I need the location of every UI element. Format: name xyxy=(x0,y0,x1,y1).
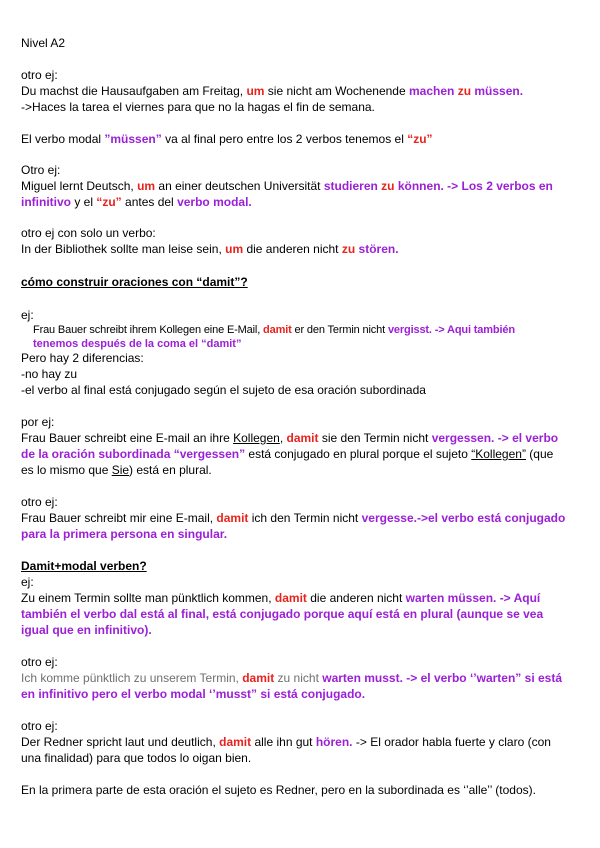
example-label: Otro ej: xyxy=(21,163,61,177)
explanation-line: es lo mismo que Sie) está en plural. xyxy=(21,463,212,477)
example-label: otro ej: xyxy=(21,68,58,82)
section-heading: Damit+modal verben? xyxy=(21,559,147,573)
explanation-line: de la oración subordinada “vergessen” está conjugado en plural porque el sujeto “Kollegen” (que xyxy=(21,447,554,461)
example-label: ej: xyxy=(21,575,34,589)
translation-line: ->Haces la tarea el viernes para que no la hagas el fin de semana. xyxy=(21,100,375,114)
example-label: otro ej: xyxy=(21,655,58,669)
explanation-line: infinitivo y el “zu” antes del verbo modal. xyxy=(21,195,252,209)
level-label: Nivel A2 xyxy=(21,36,66,50)
translation-line: una finalidad) para que todos lo oigan bien. xyxy=(21,751,252,765)
example-sentence: Miguel lernt Deutsch, um an einer deutschen Universität studieren zu können. -> Los 2 verbos en xyxy=(21,179,553,193)
example-sentence: Der Redner spricht laut und deutlich, damit alle ihn gut hören. -> El orador habla fuerte y claro (con xyxy=(21,735,551,749)
text-line: -no hay zu xyxy=(21,367,78,381)
example-label: ej: xyxy=(21,308,34,322)
example-sentence: Frau Bauer schreibt ihrem Kollegen eine E-Mail, damit er den Termin nicht vergisst. -> Aqui también xyxy=(33,324,515,336)
explanation-line: igual que en infinitivo). xyxy=(21,623,152,637)
example-sentence: Ich komme pünktlich zu unserem Termin, damit zu nicht warten musst. -> el verbo ‘’warten” si está xyxy=(21,671,563,685)
explanation-line: para la primera persona en singular. xyxy=(21,527,228,541)
explanation-line: El verbo modal ”müssen” va al final pero entre los 2 verbos tenemos el “zu” xyxy=(21,132,433,146)
explanation-line: tenemos después de la coma el “damit” xyxy=(33,338,242,350)
example-sentence: Frau Bauer schreibt eine E-mail an ihre Kollegen, damit sie den Termin nicht vergessen. -> el verbo xyxy=(21,431,559,445)
example-label: otro ej: xyxy=(21,495,58,509)
text-line: Pero hay 2 diferencias: xyxy=(21,351,144,365)
explanation-line: también el verbo dal está al final, está conjugado porque aquí está en plural (aunque se vea xyxy=(21,607,544,621)
closing-line: En la primera parte de esta oración el sujeto es Redner, pero en la subordinada es ‘’alle’’ (todos). xyxy=(21,783,536,797)
section-heading: cómo construir oraciones con “damit”? xyxy=(21,275,248,289)
example-label: por ej: xyxy=(21,415,55,429)
example-sentence: In der Bibliothek sollte man leise sein, um die anderen nicht zu stören. xyxy=(21,242,399,256)
example-sentence: Frau Bauer schreibt mir eine E-mail, damit ich den Termin nicht vergesse.->el verbo está conjugado xyxy=(21,511,566,525)
example-sentence: Du machst die Hausaufgaben am Freitag, um sie nicht am Wochenende machen zu müssen. xyxy=(21,84,524,98)
explanation-line: en infinitivo pero el verbo modal ‘’musst” si está conjugado. xyxy=(21,687,366,701)
example-label: otro ej con solo un verbo: xyxy=(21,226,156,240)
example-label: otro ej: xyxy=(21,719,58,733)
text-line: -el verbo al final está conjugado según el sujeto de esa oración subordinada xyxy=(21,383,426,397)
example-sentence: Zu einem Termin sollte man pünktlich kommen, damit die anderen nicht warten müssen. -> Aquí xyxy=(21,591,541,605)
